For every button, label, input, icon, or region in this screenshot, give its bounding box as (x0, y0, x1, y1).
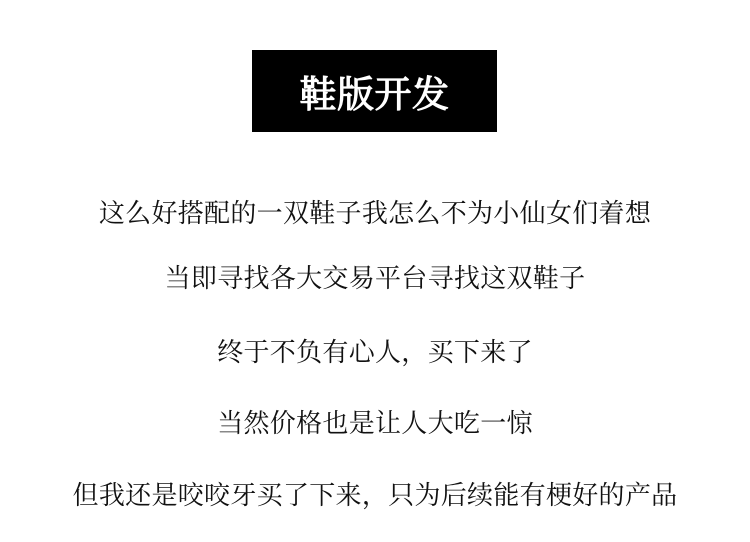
section-title: 鞋版开发 (299, 74, 450, 115)
story-text-line: 当然价格也是让人大吃一惊 (217, 408, 533, 438)
story-text-line: 但我还是咬咬牙买了下来，只为后续能有梗好的产品 (72, 480, 678, 510)
story-text-line: 终于不负有心人，买下来了 (217, 337, 533, 367)
section-title-banner (252, 50, 497, 132)
story-text-line: 这么好搭配的一双鞋子我怎么不为小仙女们着想 (98, 198, 652, 228)
story-text-line: 当即寻找各大交易平台寻找这双鞋子 (164, 263, 586, 293)
